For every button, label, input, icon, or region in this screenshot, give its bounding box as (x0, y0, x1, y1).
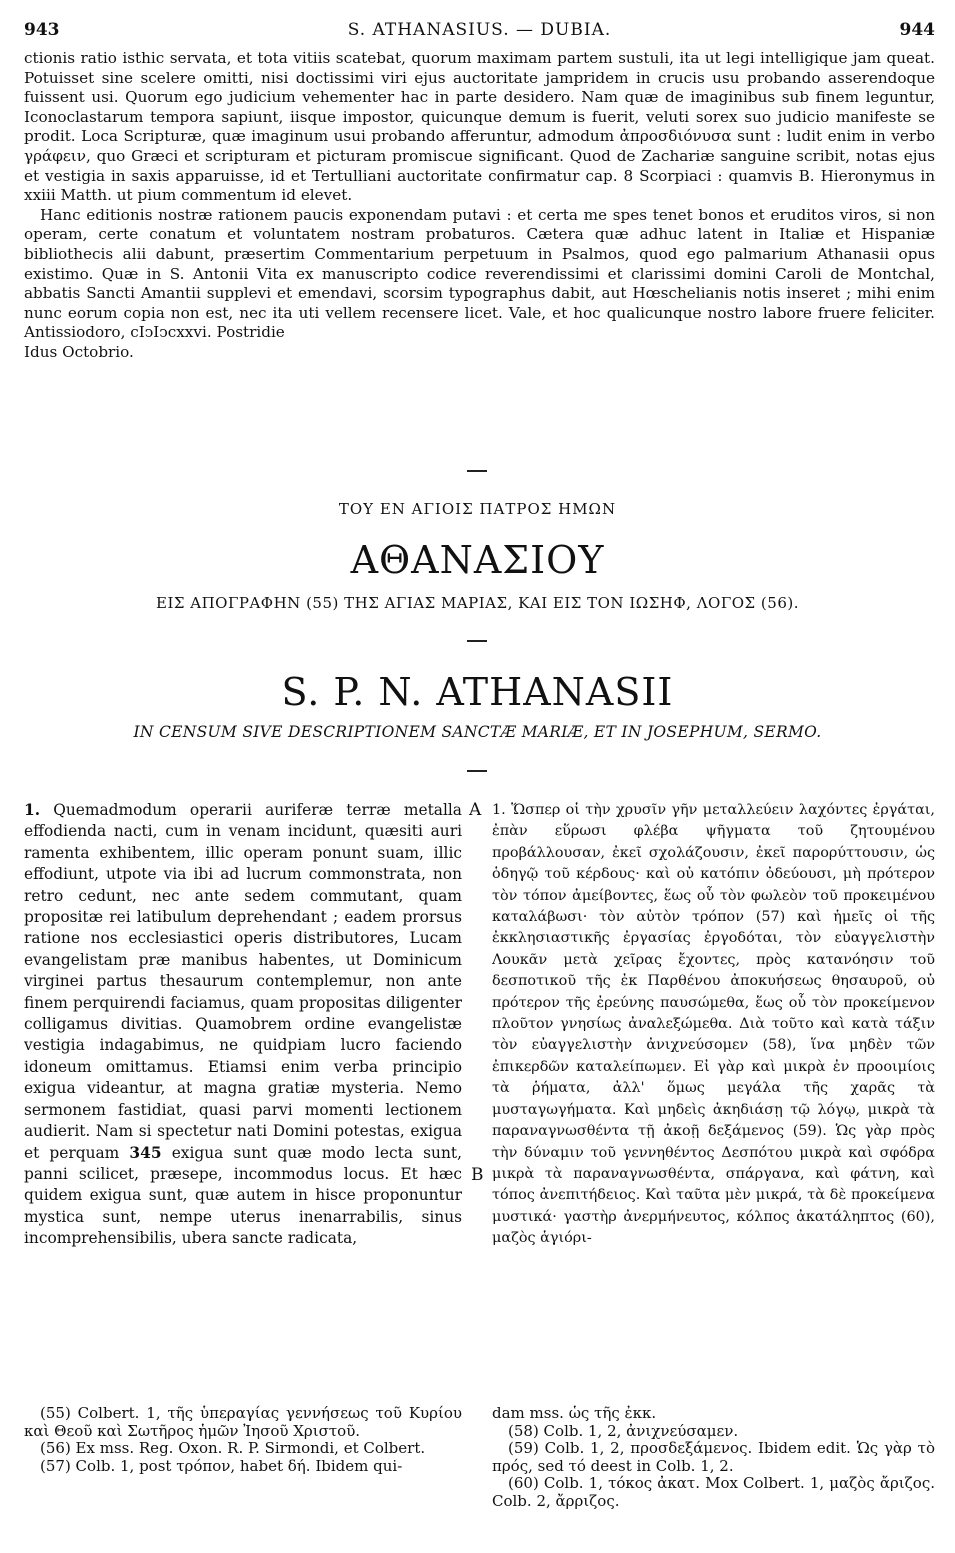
greek-paragraph (492, 800, 935, 1250)
preface-paragraph-2: Hanc editionis nostræ rationem paucis exponendam putavi : et certa me spes tenet bonos et eruditos viros, si non operam, certe conatum et voluntatem nostram probaturos. Cætera quæ adhuc latent in Italiæ et Hispaniæ bibliothecis alii dabunt, præsertim Commentarium perpetuum in Psalmos, quod ego palmarium Athanasii opus existimo. Quæ in S. Antonii Vita ex manuscripto codice reverendissimi et clarissimi domini Caroli de Montchal, abbatis Sancti Amantii supplevi et emendavi, scorsim typographus dabit, aut Hœschelianis notis inseret ; mihi enim nunc eorum copia non est, nec ita uti vellem recensere licet. Vale, et hoc qualicunque nostro labore fruere feliciter. Antissiodoro, cIↄIↄcxxvi. Postridie (24, 205, 935, 342)
greek-text-body: Ὥσπερ οἱ τὴν χρυσῖν γῆν μεταλλεύειν λαχόντες ἐργάται, ἐπὰν εὕρωσι φλέβα ψῆγματα τοῦ ζητουμένου προβάλλουσαν, ἐκεῖ σχολάζουσιν, ἐκεῖ παρορύττουσιν, ὡς ὁδηγῷ τοῦ κέρδους· καὶ οὐ κατόπιν ὀδεύουσι, μὴ πρότερον τὸν τόπον ἀμείβοντες, ἕως οὗ τὸν φωλεὸν τοῦ προκειμένου καταλάβωσι· τὸν αὐτὸν τρόπον (57) καὶ ἡμεῖς οἱ τῆς ἐκκλησιαστικῆς ἐργασίας ἐργοδόται, τὸν εὐαγγελιστὴν Λουκᾶν μετὰ χεῖρας ἔχοντες, πρὸς κατανόησιν τοῦ δεσποτικοῦ τῆς ἐκ Παρθένου ἀποκυήσεως θησαυροῦ, οὐ πρότερον τῆς ἐρεύνης παυσώμεθα, ἕως οὗ τὸν προκείμενον πλοῦτον γνησίως ἀναλεξώμεθα. Διὰ τοῦτο καὶ κατὰ τάξιν τὸν εὐαγγελιστὴν ἀνιχνεύσομεν (58), ἵνα μηδὲν τῶν ἐπικερδῶν καταλείπωμεν. Εἰ γὰρ καὶ μικρὰ ἐν προοιμίοις τὰ ῥήματα, ἀλλ' ὅμως μεγάλα τῆς χαρᾶς τὰ μυσταγωγήματα. Καὶ μηδεὶς ἀκηδιάσῃ τῷ λόγῳ, μικρὰ τὰ παραναγνωσθέντα τῇ ἀκοῇ δεξάμενος (59). Ὡς γὰρ πρὸς τὴν δύναμιν τοῦ γεννηθέντος Δεσπότου μικρὰ καὶ σφόδρα μικρὰ τὰ παραναγνωσθέντα, σπάργανα, καὶ φάτνη, καὶ τόπος ἀνεπιτήδειος. Καὶ ταῦτα μὲν μικρά, τὰ δὲ προκείμενα μυστικά· γαστὴρ ἀνερμήνευτος, κόλπος ἀκατάληπτος (60), μαζὸς ἁγιόρι- (492, 802, 935, 1247)
latin-column (24, 800, 462, 1250)
footnote-58: (58) Colb. 1, 2, ἀνιχνεύσαμεν. (508, 1421, 739, 1440)
latin-title-line-2: IN CENSUM SIVE DESCRIPTIONEM SANCTÆ MARIÆ, ET IN JOSEPHUM, SERMO. (133, 723, 822, 741)
latin-title-line-1: S. P. N. ATHANASII (281, 670, 674, 714)
latin-paragraph (24, 800, 462, 1250)
margin-letter-b: B (471, 1165, 484, 1185)
preface-paragraph-1: ctionis ratio isthic servata, et tota vitiis scatebat, quorum maximam partem sustuli, ita ut legi intelligique jam queat. Potuisset sine scelere omitti, nisi doctissimi viri ejus auctoritate jampridem in crucis usu probando asserendoque fuissent usi. Quorum ego judicium vehementer hac in parte desidero. Nam quæ de imaginibus sub finem leguntur, Iconoclastarum tempora sapiunt, iisque impostor, quicunque demum is fuerit, veluti sorex suo judicio manifeste se prodit. Loca Scripturæ, quæ imaginum usui probando afferuntur, admodum ἀπροσδιόνυσα sunt : ludit enim in verbo γράφειν, quo Græci et scripturam et picturam promiscue significant. Quod de Zachariæ sanguine scribit, notas ejus et vestigia in saxis apparuisse, id et Tertulliani auctoritate confirmatur cap. 8 Scorpiaci : quamvis B. Hieronymus in xxiii Matth. ut pium commentum id elevet. (24, 49, 935, 205)
page-marker: 345 (129, 1143, 162, 1162)
greek-column (492, 800, 935, 1250)
greek-section-number: 1. (492, 802, 506, 818)
footnotes-left (24, 1405, 462, 1475)
footnote-57: (57) Colb. 1, post τρόπον, habet δή. Ibidem qui- (40, 1456, 403, 1475)
preface-closing: Idus Octobrio. (24, 342, 134, 361)
footnotes-right (492, 1405, 935, 1511)
separator-rule-3 (467, 770, 487, 772)
running-head (24, 20, 935, 44)
footnote-57-continued: dam mss. ὡς τῆς ἐκκ. (492, 1404, 657, 1422)
greek-title-line-2: ΑΘΑΝΑΣΙΟΥ (350, 538, 605, 582)
separator-rule-1 (467, 470, 487, 472)
footnote-59: (59) Colb. 1, 2, προσδεξάμενος. Ibidem edit. Ὡς γὰρ τὸ πρός, sed τό deest in Colb. 1, 2. (492, 1439, 935, 1475)
latin-text-part-1: Quemadmodum operarii auriferæ terræ metalla effodienda nacti, cum in venam incidunt, quæsiti auri ramenta exhibentem, illic operam ponunt suam, illic effodiunt, utpote via ibi ad lucrum commonstrata, non retro cedunt, nec ante sedem commutant, quam propositæ rei latibulum deprehendant ; eadem prorsus ratione nos ecclesiastici operis distributores, Lucam evangelistam præ manibus habentes, ut Dominicum virginei partus thesaurum contemplemur, non ante finem perquirendi faciamus, quam propositas diligenter colligamus divitias. Quamobrem ordine evangelistæ vestigia indagabimus, ne quidpiam lucro faciendo idoneum omittamus. Etiamsi enim verba principio exigua videantur, at magna gratiæ mysteria. Nemo sermonem fastidiat, quasi parvi momenti lectionem audierit. Nam si spectetur nati Domini potestas, exigua et perquam (24, 801, 462, 1162)
latin-text-part-2: exigua sunt quæ modo lecta sunt, panni scilicet, præsepe, incommodus locus. Et hæc quidem exigua sunt, quæ autem in hisce proponuntur mystica sunt, nempe uterus inenarrabilis, sinus incomprehensibilis, ubera sancte radicata, (24, 1143, 462, 1248)
preface-section (24, 49, 935, 363)
running-title: S. ATHANASIUS. — DUBIA. (347, 20, 612, 40)
page-number-right: 944 (899, 20, 935, 40)
greek-title-line-3: ΕΙΣ ΑΠΟΓΡΑΦΗΝ (55) ΤΗΣ ΑΓΙΑΣ ΜΑΡΙΑΣ, ΚΑΙ ΕΙΣ ΤΟΝ ΙΩΣΗΦ, ΛΟΓΟΣ (56). (156, 594, 799, 612)
footnote-55: (55) Colbert. 1, τῆς ὑπεραγίας γεννήσεως τοῦ Κυρίου καὶ Θεοῦ καὶ Σωτῆρος ἡμῶν Ἰησοῦ Χριστοῦ. (24, 1404, 462, 1440)
greek-title-line-1: ΤΟΥ ΕΝ ΑΓΙΟΙΣ ΠΑΤΡΟΣ ΗΜΩΝ (338, 500, 617, 518)
footnote-56: (56) Ex mss. Reg. Oxon. R. P. Sirmondi, et Colbert. (40, 1439, 426, 1458)
page-number-left: 943 (24, 20, 60, 40)
section-number: 1. (24, 801, 41, 819)
footnote-60: (60) Colb. 1, τόκος ἀκατ. Mox Colbert. 1, μαζὸς ἄριζος. Colb. 2, ἄρριζος. (492, 1474, 935, 1510)
separator-rule-2 (467, 640, 487, 642)
margin-letter-a: A (469, 800, 482, 820)
